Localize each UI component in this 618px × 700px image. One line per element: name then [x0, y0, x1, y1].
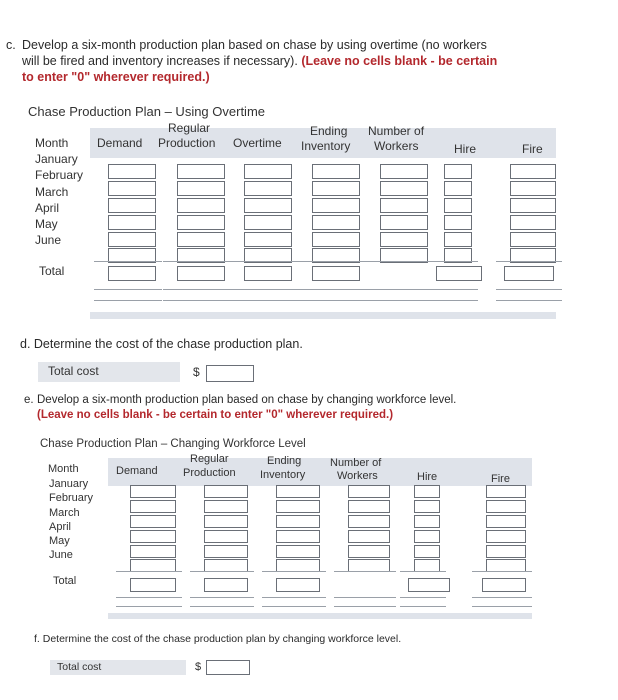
table1-month-june: June [35, 233, 62, 248]
table1-overtime-rule-2 [230, 289, 298, 290]
table1-overtime-input-row1[interactable] [244, 164, 292, 179]
table2-workers-rule-1 [334, 571, 396, 572]
table2-ending-rule-3 [262, 606, 326, 607]
table1-regular-input-row2[interactable] [177, 181, 225, 196]
table2-regular-input-row3[interactable] [204, 515, 248, 528]
table2-header-ending-bottom: Inventory [260, 469, 306, 481]
table2-fire-input-row4[interactable] [486, 530, 526, 543]
table2-footer-band [108, 613, 532, 619]
table2-ending-rule-2 [262, 597, 326, 598]
table1-overtime-input-row2[interactable] [244, 181, 292, 196]
table2-hire-input-row1[interactable] [414, 485, 440, 498]
table1-header-ending-top: Ending [310, 124, 348, 138]
table1-ending-total-input[interactable] [312, 266, 360, 281]
table1-workers-rule-1 [366, 261, 434, 262]
table2-regular-input-row5[interactable] [204, 545, 248, 558]
table1-regular-rule-1 [163, 261, 231, 262]
table2-fire-input-row5[interactable] [486, 545, 526, 558]
table2-hire-input-row3[interactable] [414, 515, 440, 528]
part-f-total-cost-label: Total cost [50, 660, 186, 675]
table1-fire-input-row2[interactable] [510, 181, 556, 196]
table1-workers-input-row5[interactable] [380, 232, 428, 247]
table2-fire-input-row1[interactable] [486, 485, 526, 498]
table1-month-april: April [35, 200, 60, 215]
table2-demand-rule-3 [116, 606, 182, 607]
table1-regular-total-input[interactable] [177, 266, 225, 281]
table1-demand-input-row4[interactable] [108, 215, 156, 230]
table2-demand-rule-2 [116, 597, 182, 598]
part-e-text: Develop a six-month production plan based on chase by changing workforce level. [37, 394, 457, 406]
table1-fire-input-row1[interactable] [510, 164, 556, 179]
table2-header-fire: Fire [491, 473, 510, 485]
table2-workers-input-row3[interactable] [348, 515, 390, 528]
part-e-instruction: (Leave no cells blank - be certain to enter "0" wherever required.) [37, 409, 394, 421]
table1-overtime-total-input[interactable] [244, 266, 292, 281]
table2-fire-rule-1 [472, 571, 532, 572]
part-f-text: f. Determine the cost of the chase production plan by changing workforce level. [34, 633, 402, 645]
table1-workers-input-row2[interactable] [380, 181, 428, 196]
table1-regular-input-row1[interactable] [177, 164, 225, 179]
table1-ending-rule-1 [298, 261, 366, 262]
table2-hire-input-row2[interactable] [414, 500, 440, 513]
table2-hire-total-input[interactable] [408, 578, 450, 592]
table1-overtime-input-row3[interactable] [244, 198, 292, 213]
table2-hire-rule-2 [400, 597, 446, 598]
part-c-instruction-2: to enter "0" wherever required.) [22, 70, 210, 84]
table2-header-ending-top: Ending [267, 455, 302, 467]
table1-hire-rule-1 [430, 261, 478, 262]
part-d-currency: $ [193, 365, 200, 379]
table1-ending-input-row3[interactable] [312, 198, 360, 213]
table1-hire-input-row4[interactable] [444, 215, 472, 230]
table1-regular-input-row4[interactable] [177, 215, 225, 230]
table2-demand-total-input[interactable] [130, 578, 176, 592]
table2-demand-input-row1[interactable] [130, 485, 176, 498]
table1-overtime-rule-3 [230, 300, 298, 301]
table2-title: Chase Production Plan – Changing Workforce Level [40, 438, 306, 450]
part-e-letter: e. [24, 394, 34, 406]
table1-title: Chase Production Plan – Using Overtime [28, 104, 266, 119]
table2-regular-rule-1 [190, 571, 254, 572]
table1-fire-rule-1 [496, 261, 562, 262]
table2-fire-input-row3[interactable] [486, 515, 526, 528]
table2-demand-input-row2[interactable] [130, 500, 176, 513]
table1-fire-input-row5[interactable] [510, 232, 556, 247]
table1-hire-total-input[interactable] [436, 266, 482, 281]
table1-total-label: Total [39, 264, 65, 278]
table1-header-demand: Demand [97, 136, 143, 150]
table2-month-february: February [49, 492, 94, 505]
table2-demand-rule-1 [116, 571, 182, 572]
table1-fire-total-input[interactable] [504, 266, 554, 281]
table1-workers-input-row4[interactable] [380, 215, 428, 230]
table1-footer-band [90, 312, 556, 319]
table1-month-may: May [35, 217, 58, 232]
part-c-instruction-1: (Leave no cells blank - be certain [301, 54, 498, 68]
table2-month-june: June [49, 549, 73, 562]
table1-workers-rule-2 [366, 289, 434, 290]
part-d-text: d. Determine the cost of the chase production plan. [20, 337, 303, 351]
table2-month-march: March [49, 506, 80, 519]
table2-ending-input-row1[interactable] [276, 485, 320, 498]
table1-hire-input-row2[interactable] [444, 181, 472, 196]
table1-header-regular-bottom: Production [158, 136, 216, 150]
table2-header-month: Month [48, 463, 79, 475]
table2-ending-total-input[interactable] [276, 578, 320, 592]
part-d-total-cost-input[interactable] [206, 365, 254, 382]
table1-regular-input-row3[interactable] [177, 198, 225, 213]
part-f-currency: $ [195, 661, 202, 673]
table1-header-workers-top: Number of [368, 124, 425, 138]
table2-workers-input-row1[interactable] [348, 485, 390, 498]
table2-hire-input-row5[interactable] [414, 545, 440, 558]
part-c-letter: c. [6, 38, 16, 52]
table2-workers-input-row2[interactable] [348, 500, 390, 513]
table1-fire-rule-2 [496, 289, 562, 290]
table1-header-workers-bottom: Workers [374, 139, 419, 153]
table1-ending-input-row2[interactable] [312, 181, 360, 196]
table1-demand-input-row2[interactable] [108, 181, 156, 196]
table1-hire-input-row5[interactable] [444, 232, 472, 247]
table2-ending-input-row2[interactable] [276, 500, 320, 513]
table2-header-hire: Hire [417, 471, 438, 483]
table2-demand-input-row4[interactable] [130, 530, 176, 543]
table1-overtime-input-row5[interactable] [244, 232, 292, 247]
table1-ending-input-row5[interactable] [312, 232, 360, 247]
table1-overtime-rule-1 [230, 261, 298, 262]
table2-ending-rule-1 [262, 571, 326, 572]
table2-header-workers-top: Number of [330, 457, 382, 469]
table1-hire-rule-2 [430, 289, 478, 290]
table2-workers-input-row4[interactable] [348, 530, 390, 543]
table2-fire-total-input[interactable] [482, 578, 526, 592]
table1-demand-rule-3 [94, 300, 162, 301]
table2-total-label: Total [53, 575, 77, 587]
table1-month-february: February [35, 168, 84, 183]
table2-ending-input-row4[interactable] [276, 530, 320, 543]
part-c-text-line1: Develop a six-month production plan based on chase by using overtime (no workers [22, 38, 487, 52]
table2-demand-input-row3[interactable] [130, 515, 176, 528]
table1-hire-rule-3 [430, 300, 478, 301]
table1-month-march: March [35, 184, 69, 199]
table2-fire-rule-3 [472, 606, 532, 607]
table2-ending-input-row5[interactable] [276, 545, 320, 558]
table1-fire-rule-3 [496, 300, 562, 301]
table1-regular-rule-2 [163, 289, 231, 290]
table1-regular-rule-3 [163, 300, 231, 301]
table1-header-overtime: Overtime [233, 136, 282, 150]
table1-workers-rule-3 [366, 300, 434, 301]
table2-month-april: April [49, 520, 72, 533]
part-c-text-line2: will be fired and inventory increases if necessary). [22, 54, 298, 68]
part-d-total-cost-label: Total cost [38, 362, 180, 382]
table1-demand-input-row3[interactable] [108, 198, 156, 213]
table2-workers-rule-2 [334, 597, 396, 598]
table1-hire-input-row1[interactable] [444, 164, 472, 179]
table1-header-ending-bottom: Inventory [301, 139, 351, 153]
table2-regular-rule-2 [190, 597, 254, 598]
table2-hire-rule-1 [400, 571, 446, 572]
table1-header-hire: Hire [454, 142, 477, 156]
table1-fire-input-row3[interactable] [510, 198, 556, 213]
table1-demand-input-row1[interactable] [108, 164, 156, 179]
table2-ending-input-row3[interactable] [276, 515, 320, 528]
table1-month-january: January [35, 152, 78, 166]
table2-regular-input-row1[interactable] [204, 485, 248, 498]
table1-demand-total-input[interactable] [108, 266, 156, 281]
table2-header-regular-top: Regular [190, 453, 229, 465]
table2-workers-input-row5[interactable] [348, 545, 390, 558]
table2-header-workers-bottom: Workers [337, 470, 378, 482]
table2-regular-total-input[interactable] [204, 578, 248, 592]
table2-demand-input-row5[interactable] [130, 545, 176, 558]
table1-header-regular-top: Regular [168, 121, 211, 135]
table1-ending-input-row1[interactable] [312, 164, 360, 179]
table2-month-may: May [49, 535, 70, 548]
table1-workers-input-row1[interactable] [380, 164, 428, 179]
table1-ending-rule-3 [298, 300, 366, 301]
table2-header-band [108, 458, 532, 486]
table1-ending-input-row4[interactable] [312, 215, 360, 230]
table1-ending-rule-2 [298, 289, 366, 290]
table1-demand-rule-1 [94, 261, 162, 262]
table1-fire-input-row4[interactable] [510, 215, 556, 230]
table1-demand-rule-2 [94, 289, 162, 290]
table2-workers-rule-3 [334, 606, 396, 607]
table1-header-month: Month [35, 136, 69, 150]
table2-hire-input-row4[interactable] [414, 530, 440, 543]
table2-header-demand: Demand [116, 465, 158, 477]
table2-regular-input-row2[interactable] [204, 500, 248, 513]
table2-fire-rule-2 [472, 597, 532, 598]
table1-hire-input-row3[interactable] [444, 198, 472, 213]
table2-fire-input-row2[interactable] [486, 500, 526, 513]
table2-month-january: January [49, 478, 89, 490]
table1-workers-input-row3[interactable] [380, 198, 428, 213]
table1-demand-input-row5[interactable] [108, 232, 156, 247]
part-f-total-cost-input[interactable] [206, 660, 250, 675]
table2-regular-input-row4[interactable] [204, 530, 248, 543]
table2-regular-rule-3 [190, 606, 254, 607]
table1-header-fire: Fire [522, 142, 543, 156]
table1-regular-input-row5[interactable] [177, 232, 225, 247]
table2-header-regular-bottom: Production [183, 467, 236, 479]
table1-overtime-input-row4[interactable] [244, 215, 292, 230]
table2-hire-rule-3 [400, 606, 446, 607]
